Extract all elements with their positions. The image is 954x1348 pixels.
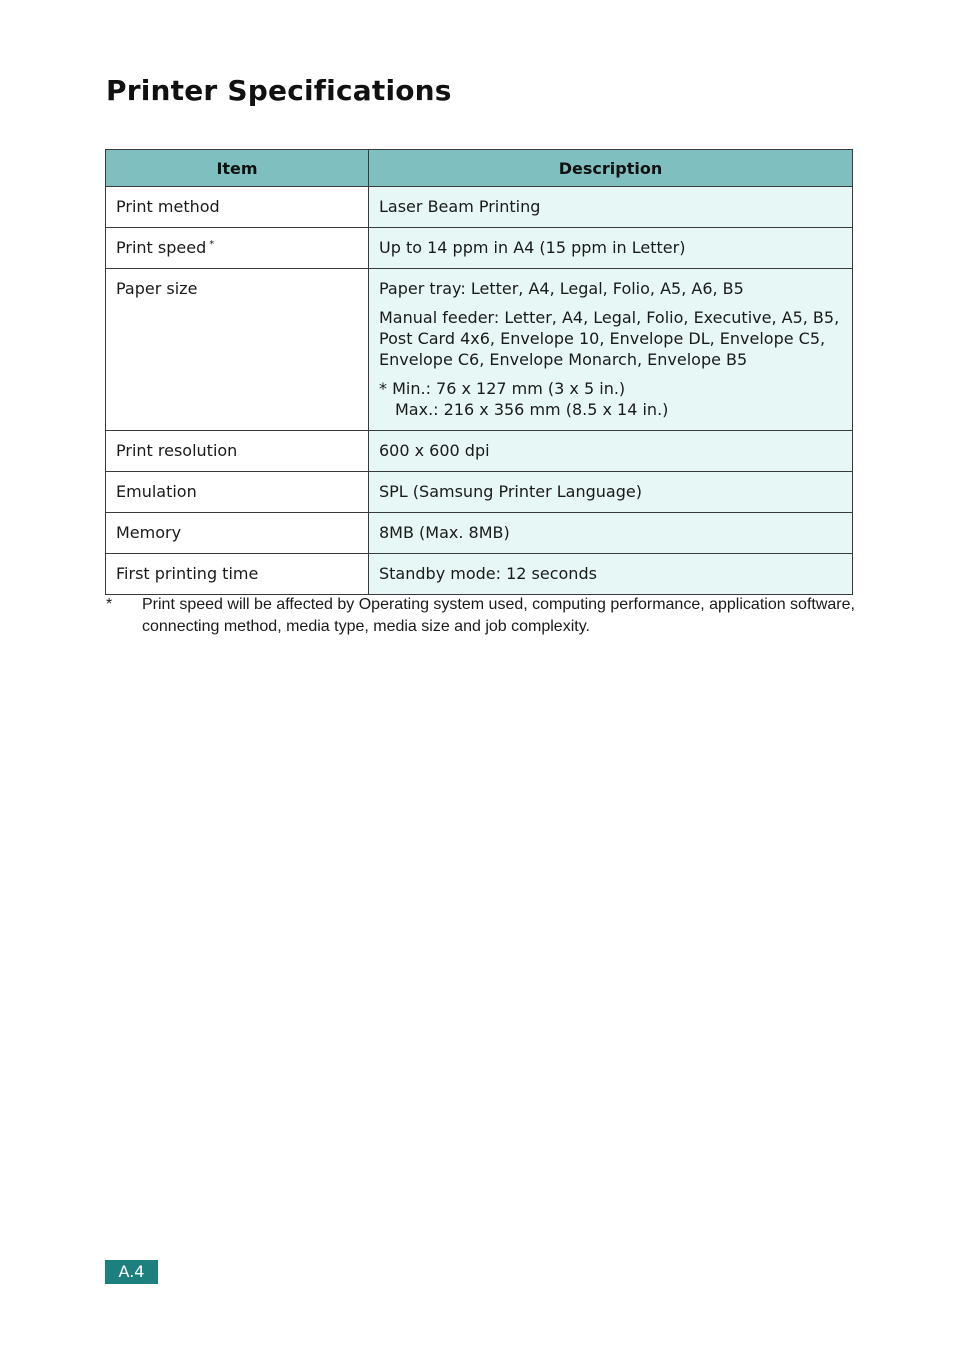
footnote-marker: * bbox=[209, 238, 215, 250]
description-cell bbox=[369, 431, 853, 472]
description-text: * Min.: 76 x 127 mm (3 x 5 in.) bbox=[379, 379, 626, 398]
footnote bbox=[106, 594, 856, 638]
description-text: Laser Beam Printing bbox=[379, 197, 541, 216]
item-cell bbox=[106, 269, 369, 431]
column-header-description: Description bbox=[369, 150, 853, 187]
footnote-marker: * bbox=[106, 596, 113, 613]
item-cell bbox=[106, 554, 369, 595]
column-header-item: Item bbox=[106, 150, 369, 187]
description-cell bbox=[369, 187, 853, 228]
item-cell bbox=[106, 513, 369, 554]
description-text: Max.: 216 x 356 mm (8.5 x 14 in.) bbox=[395, 400, 669, 419]
item-cell bbox=[106, 187, 369, 228]
table-row bbox=[106, 269, 853, 431]
item-label: First printing time bbox=[116, 564, 259, 583]
description-text: Paper tray: Letter, A4, Legal, Folio, A5, A6, B5 bbox=[379, 279, 744, 298]
table-row bbox=[106, 554, 853, 595]
table-header-row bbox=[106, 150, 853, 187]
item-cell bbox=[106, 228, 369, 269]
description-cell bbox=[369, 228, 853, 269]
description-text: Up to 14 ppm in A4 (15 ppm in Letter) bbox=[379, 238, 686, 257]
item-cell bbox=[106, 472, 369, 513]
description-cell bbox=[369, 269, 853, 431]
item-label: Memory bbox=[116, 523, 182, 542]
description-text: Standby mode: 12 seconds bbox=[379, 564, 597, 583]
specifications-table bbox=[105, 149, 853, 595]
description-cell bbox=[369, 513, 853, 554]
item-label: Print method bbox=[116, 197, 220, 216]
description-text: 8MB (Max. 8MB) bbox=[379, 523, 510, 542]
footnote-text: Print speed will be affected by Operating system used, computing performance, application software, connecting method, media type, media size and job complexity. bbox=[142, 596, 855, 635]
description-text: SPL (Samsung Printer Language) bbox=[379, 482, 642, 501]
table-row bbox=[106, 228, 853, 269]
table-row bbox=[106, 472, 853, 513]
table-row bbox=[106, 431, 853, 472]
table-row bbox=[106, 513, 853, 554]
item-label: Paper size bbox=[116, 279, 198, 298]
description-cell bbox=[369, 472, 853, 513]
page-title: Printer Specifications bbox=[106, 74, 452, 107]
description-text: Manual feeder: Letter, A4, Legal, Folio, Executive, A5, B5, Post Card 4x6, Envelope 10, Envelope DL, Envelope C5, Envelope C6, Envelope Monarch, Envelope B5 bbox=[379, 308, 840, 369]
item-label: Emulation bbox=[116, 482, 197, 501]
item-cell bbox=[106, 431, 369, 472]
item-label: Print speed bbox=[116, 238, 207, 257]
item-label: Print resolution bbox=[116, 441, 238, 460]
description-text: 600 x 600 dpi bbox=[379, 441, 490, 460]
table-row bbox=[106, 187, 853, 228]
description-cell bbox=[369, 554, 853, 595]
page-number-badge: A.4 bbox=[105, 1260, 158, 1284]
